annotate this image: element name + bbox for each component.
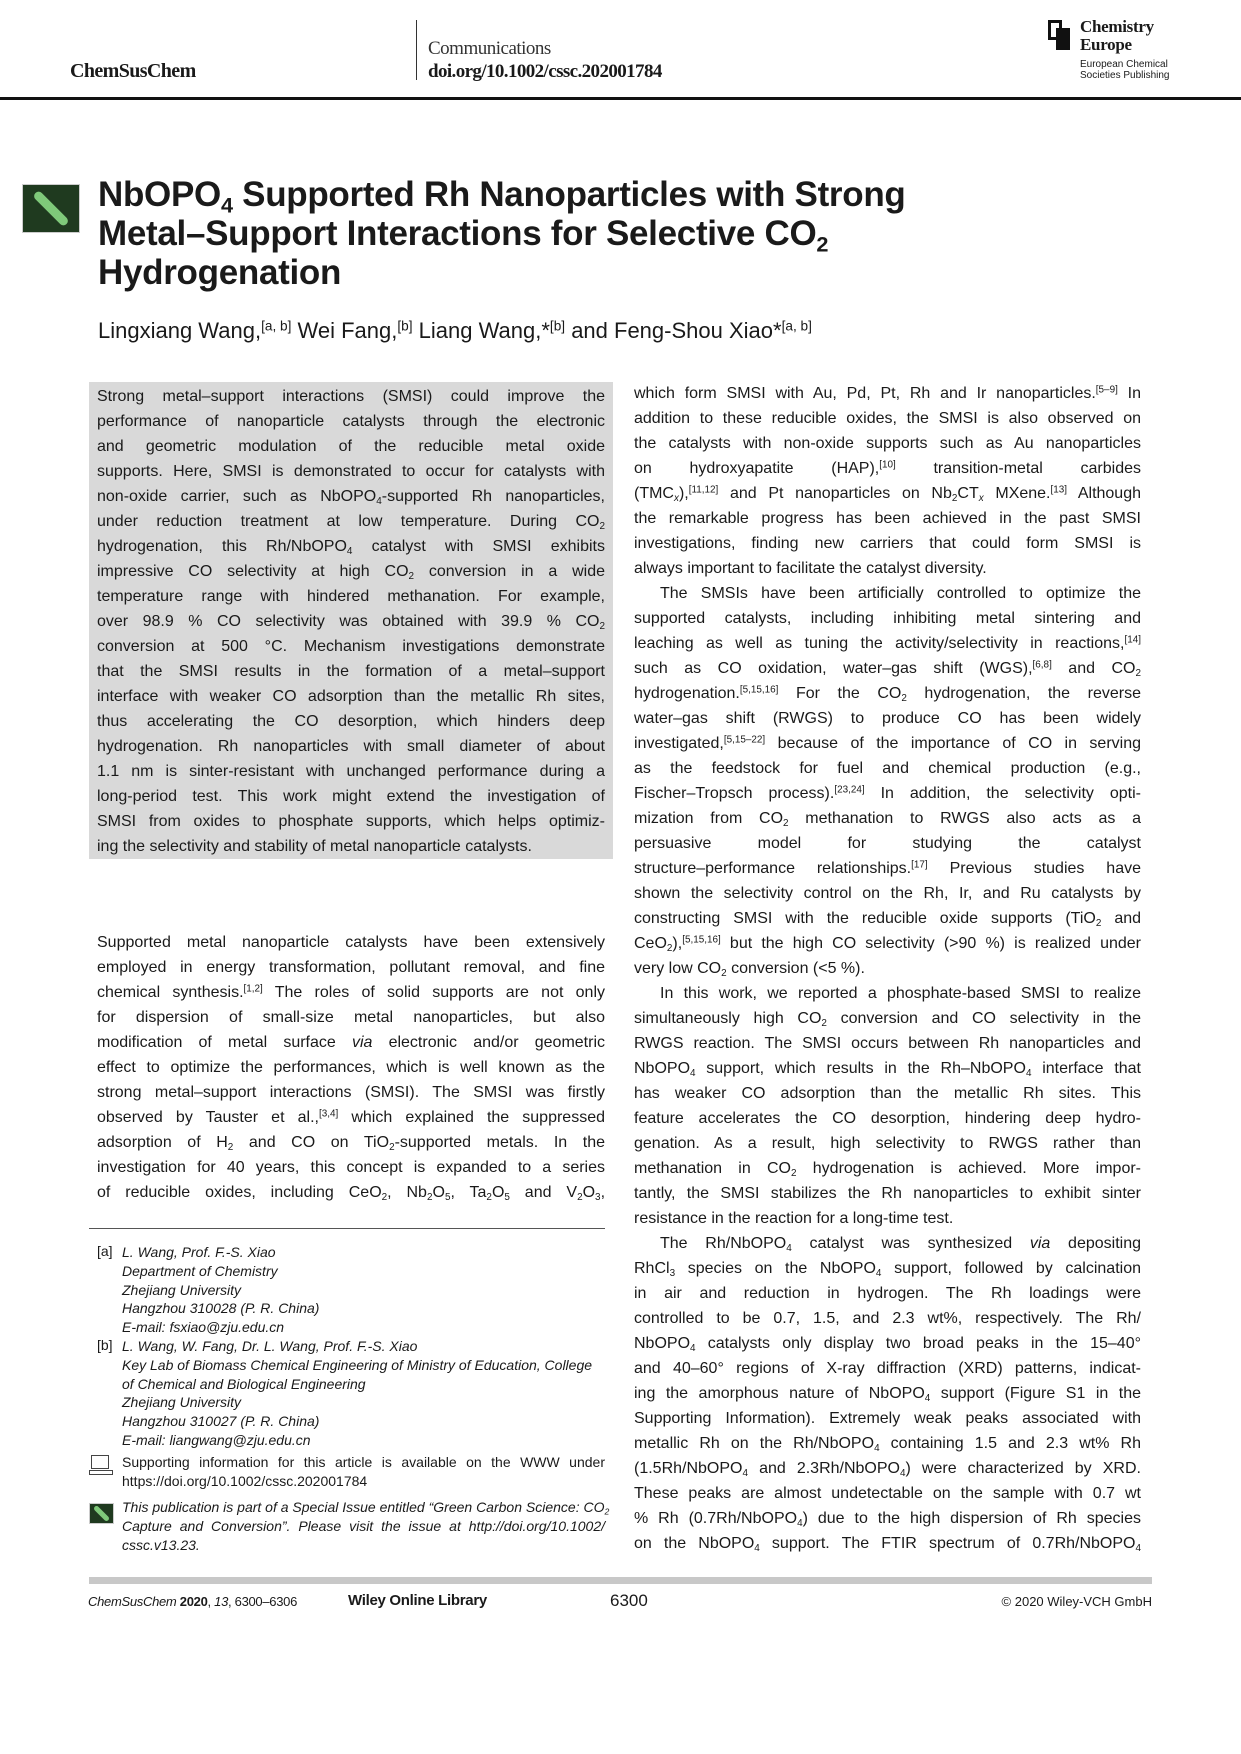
text-line: genation. As a result, high selectivity to RWGS rather than: [634, 1135, 1141, 1152]
text-line: Capture and Conversion”. Please visit the issue at http://doi.org/10.1002/: [122, 1517, 605, 1534]
formatted-text: 2: [821, 1017, 827, 1029]
text-line: persuasive model for studying the catalyst: [634, 835, 1141, 852]
header-divider: [416, 20, 417, 80]
formatted-text: 4: [874, 1442, 880, 1454]
text-line: investigated,[5,15–22] because of the importance of CO in serving: [634, 734, 1141, 752]
text-line: adsorption of $H_2$ and CO on TiO$_2$-supported metals. In the: [97, 1134, 605, 1153]
text-line: chemical synthesis.[1,2] The roles of solid supports are not only: [97, 983, 606, 1001]
text-line: cssc.v13.23.: [122, 1536, 200, 1553]
formatted-text: 5: [444, 1191, 451, 1203]
text-line: tantly, the SMSI stabilizes the Rh nanoparticles to exhibit sinter: [634, 1185, 1141, 1202]
text-line: performance of nanoparticle catalysts through the electronic: [97, 413, 605, 430]
formatted-text: 2: [1135, 667, 1141, 679]
formatted-text: 4: [754, 1542, 760, 1554]
citation-ref[interactable]: [a, b]: [781, 318, 812, 334]
text-line: These peaks are almost undetectable on the sample with 0.7 wt: [634, 1485, 1141, 1502]
citation-ref[interactable]: [b]: [397, 318, 413, 334]
formatted-text: 4: [1135, 1542, 1141, 1554]
header-rule: [0, 97, 1241, 100]
text-line: strong metal–support interactions (SMSI). The SMSI was firstly: [97, 1084, 605, 1101]
text-line: shown the selectivity control on the Rh, Ir, and Ru catalysts by: [634, 885, 1141, 902]
computer-icon: [89, 1455, 111, 1475]
text-line: Supported metal nanoparticle catalysts have been extensively: [97, 934, 605, 951]
text-line: ing the selectivity and stability of metal nanoparticle catalysts.: [97, 838, 532, 855]
article-title: [98, 175, 1098, 292]
formatted-text: 13: [214, 1594, 229, 1609]
footer-citation: ChemSusChem 2020, 13, 6300–6306: [88, 1594, 298, 1609]
formatted-text: 3: [595, 1191, 601, 1203]
text-line: https://doi.org/10.1002/cssc.202001784: [122, 1472, 368, 1489]
formatted-text: ChemSusChem: [88, 1594, 177, 1609]
special-issue-note[interactable]: [122, 1498, 610, 1554]
formatted-text: 2: [408, 570, 415, 582]
formatted-text: 4: [924, 1392, 931, 1404]
text-line: non-oxide carrier, such as NbOPO$_4$-supported Rh nanoparticles,: [97, 488, 606, 507]
special-issue-image-icon: [22, 184, 80, 233]
formatted-text: 2: [816, 231, 829, 257]
citation-ref[interactable]: [5,15,16]: [739, 684, 779, 696]
doi-link[interactable]: doi.org/10.1002/cssc.202001784: [428, 61, 662, 82]
text-line: The Rh/NbOPO$_4$ catalyst was synthesized via depositing: [660, 1235, 1141, 1254]
citation-ref[interactable]: [17]: [911, 859, 928, 871]
text-line: and geometric modulation of the reducible metal oxide: [97, 438, 605, 455]
formatted-text: 2: [381, 1191, 388, 1203]
text-line: hydrogenation, this Rh/NbOPO$_4$ catalyst with SMSI exhibits: [97, 538, 605, 557]
text-line: L. Wang, W. Fang, Dr. L. Wang, Prof. F.-S. Xiao: [122, 1338, 418, 1354]
text-line: leaching as well as tuning the activity/selectivity in reactions,[14]: [634, 634, 1141, 652]
citation-ref[interactable]: [11,12]: [688, 484, 719, 496]
title-line: Metal–Support Interactions for Selective $CO_2$: [98, 214, 829, 257]
formatted-text: 4: [1025, 1067, 1032, 1079]
text-line: metallic Rh on the Rh/NbOPO$_4$ containing 1.5 and 2.3 wt% Rh: [634, 1435, 1142, 1454]
text-line: L. Wang, Prof. F.-S. Xiao: [122, 1244, 276, 1260]
text-line: CeO$_2$),[5,15,16] but the high CO selectivity (>90 %) is realized under: [634, 934, 1141, 954]
text-line: such as CO oxidation, water–gas shift (WGS),[6,8] and $CO_2$: [634, 659, 1141, 679]
text-line: simultaneously high $CO_2$ conversion and CO selectivity in the: [634, 1010, 1141, 1029]
text-line: over 98.9 % CO selectivity was obtained with 39.9 % $CO_2$: [97, 613, 605, 632]
text-line: always important to facilitate the catalyst diversity.: [634, 560, 987, 577]
citation-ref[interactable]: [5,15,16]: [682, 934, 721, 946]
text-line: on hydroxyapatite (HAP),[10] transition-metal carbides: [634, 459, 1141, 477]
citation-ref[interactable]: [1,2]: [243, 983, 263, 995]
journal-name: ChemSusChem: [70, 60, 196, 82]
formatted-text: 4: [797, 1517, 803, 1529]
text-line: RhCl$_3$ species on the NbOPO$_4$ support, followed by calcination: [634, 1260, 1141, 1279]
abstract: [97, 384, 605, 859]
citation-ref[interactable]: [a, b]: [261, 318, 292, 334]
text-line: $(TMC_x),[11,12]$ and Pt nanoparticles on $Nb_2CT_x$ MXene.[13] Although: [634, 484, 1142, 504]
text-line: The SMSIs have been artificially controlled to optimize the: [660, 585, 1141, 602]
formatted-text: 2: [599, 620, 605, 632]
text-line: This publication is part of a Special Issue entitled “Green Carbon Science: $CO_2$: [122, 1499, 610, 1517]
text-line: under reduction treatment at low temperature. During $CO_2$: [97, 513, 605, 532]
formatted-text: 2: [783, 817, 789, 829]
text-line: % Rh (0.7Rh/NbOPO$_4$) due to the high dispersion of Rh species: [634, 1510, 1141, 1529]
text-line: observed by Tauster et al.,[3,4] which explained the suppressed: [97, 1108, 605, 1126]
text-line: Supporting information for this article is available on the WWW under: [122, 1454, 605, 1470]
formatted-text: 4: [346, 545, 353, 557]
formatted-text: 4: [220, 192, 233, 218]
text-line: in air and reduction in hydrogen. The Rh loadings were: [634, 1285, 1141, 1302]
supporting-information-note[interactable]: [122, 1453, 605, 1491]
citation-ref[interactable]: [13]: [1050, 484, 1068, 496]
citation-ref[interactable]: [10]: [879, 459, 896, 471]
text-line: feature accelerates the CO desorption, hindering deep hydro-: [634, 1110, 1141, 1127]
formatted-text: 2: [901, 692, 907, 704]
text-line: interface with weaker CO adsorption than the metallic Rh sites,: [97, 688, 605, 705]
formatted-text: 2: [721, 967, 727, 979]
text-line: Hangzhou 310028 (P. R. China): [122, 1300, 320, 1317]
wiley-online-library-link[interactable]: Wiley Online Library: [348, 1592, 487, 1609]
text-line: has weaker CO adsorption than the metallic Rh sites. This: [634, 1085, 1141, 1102]
text-line: SMSI from oxides to phosphate supports, which helps optimiz-: [97, 813, 605, 830]
text-line: on the NbOPO$_4$ support. The FTIR spectrum of 0.7Rh/NbOPO$_4$: [634, 1535, 1141, 1554]
text-line: resistance in the reaction for a long-time test.: [634, 1210, 954, 1227]
formatted-text: 2: [486, 1191, 492, 1203]
text-line: water–gas shift (RWGS) to produce CO has been widely: [634, 710, 1141, 727]
text-line: that the SMSI results in the formation of a metal–support: [97, 663, 605, 680]
text-line: supported catalysts, including inhibiting metal sintering and: [634, 610, 1141, 627]
formatted-text: 2020: [179, 1594, 208, 1609]
formatted-text: 4: [742, 1467, 748, 1479]
text-line: employed in energy transformation, pollutant removal, and fine: [97, 959, 605, 976]
special-issue-image-icon: [89, 1503, 114, 1524]
text-line: investigations, finding new carriers that could form SMSI is: [634, 535, 1141, 552]
text-line: of reducible oxides, including CeO$_2$, $Nb_2O_5$, $Ta_2O_5$ and $V_2O_3$,: [97, 1184, 606, 1203]
text-line: (1.5Rh/NbOPO$_4$ and 2.3Rh/NbOPO$_4$) were characterized by XRD.: [634, 1460, 1141, 1479]
formatted-text: 3: [669, 1267, 676, 1279]
formatted-text: 2: [426, 1191, 433, 1203]
text-line: supports. Here, SMSI is demonstrated to occur for catalysts with: [97, 463, 605, 480]
formatted-text: 4: [376, 495, 382, 507]
citation-ref[interactable]: [5–9]: [1095, 384, 1118, 396]
text-line: E-mail: fsxiao@zju.edu.cn: [122, 1319, 285, 1336]
page-number: 6300: [610, 1591, 648, 1610]
formatted-text: 2: [666, 942, 673, 954]
text-line: impressive CO selectivity at high $CO_2$ conversion in a wide: [97, 563, 605, 582]
body-text-right: [634, 381, 1141, 1556]
formatted-text: 2: [951, 492, 958, 504]
formatted-text: via: [1029, 1235, 1051, 1252]
text-line: effect to optimize the performances, which is well known as the: [97, 1059, 605, 1076]
formatted-text: 2: [227, 1141, 234, 1153]
text-line: addition to these reducible oxides, the SMSI is also observed on: [634, 410, 1141, 427]
affiliation-tag: [a]: [97, 1243, 113, 1259]
text-line: of Chemical and Biological Engineering: [122, 1375, 366, 1392]
text-line: the catalysts with non-oxide supports such as Au nanoparticles: [634, 435, 1141, 452]
text-line: the remarkable progress has been achieved in the past SMSI: [634, 510, 1141, 527]
formatted-text: 4: [690, 1342, 696, 1354]
formatted-text: 2: [1095, 917, 1102, 929]
text-line: and 40–60° regions of X-ray diffraction (XRD) patterns, indicat-: [634, 1360, 1141, 1377]
title-line: Hydrogenation: [98, 253, 342, 292]
affiliation-tag: [b]: [97, 1337, 113, 1353]
text-line: Zhejiang University: [122, 1281, 242, 1298]
text-line: very low $CO_2$ conversion (<5 %).: [634, 960, 865, 979]
text-line: modification of metal surface via electronic and/or geometric: [97, 1034, 606, 1051]
text-line: E-mail: liangwang@zju.edu.cn: [122, 1431, 311, 1448]
logo-text: Europe: [1080, 35, 1132, 54]
text-line: investigation for 40 years, this concept is expanded to a series: [97, 1159, 605, 1176]
text-line: 1.1 nm is sinter-resistant with unchanged performance during a: [97, 763, 605, 780]
text-line: Key Lab of Biomass Chemical Engineering of Ministry of Education, College: [122, 1356, 593, 1373]
text-line: thus accelerating the CO desorption, which hinders deep: [97, 713, 605, 730]
formatted-text: 2: [389, 1141, 395, 1153]
formatted-text: x: [673, 492, 679, 504]
text-line: hydrogenation.[5,15,16] For the $CO_2$ hydrogenation, the reverse: [634, 684, 1141, 704]
text-line: NbOPO$_4$ support, which results in the Rh–NbOPO$_4$ interface that: [634, 1060, 1142, 1079]
logo-subtext: European Chemical: [1080, 59, 1168, 70]
footnote-rule: [89, 1228, 605, 1229]
article-type: Communications: [428, 38, 551, 59]
text-line: temperature range with hindered methanation. For example,: [97, 588, 605, 605]
copyright: © 2020 Wiley-VCH GmbH: [1001, 1594, 1152, 1609]
text-line: Supporting Information). Extremely weak peaks associated with: [634, 1410, 1141, 1427]
chemistry-europe-logo-icon: [1048, 20, 1072, 50]
text-line: constructing SMSI with the reducible oxide supports (TiO$_2$ and: [634, 910, 1142, 929]
text-line: as the feedstock for fuel and chemical production (e.g.,: [634, 760, 1141, 777]
text-line: which form SMSI with Au, Pd, Pt, Rh and Ir nanoparticles.[5–9] In: [634, 384, 1141, 402]
formatted-text: 2: [791, 1167, 797, 1179]
formatted-text: 4: [690, 1067, 696, 1079]
text-line: controlled to be 0.7, 1.5, and 2.3 wt%, respectively. The Rh/: [634, 1310, 1141, 1327]
formatted-text: 2: [577, 1191, 583, 1203]
formatted-text: x: [978, 492, 984, 504]
citation-ref[interactable]: [23,24]: [834, 784, 865, 796]
affiliation-a: [122, 1243, 605, 1337]
text-line: for dispersion of small-size metal nanoparticles, but also: [97, 1009, 605, 1026]
formatted-text: 2: [599, 520, 605, 532]
text-line: ing the amorphous nature of NbOPO$_4$ support (Figure S1 in the: [634, 1385, 1141, 1404]
formatted-text: 2: [604, 1506, 610, 1517]
footer-rule: [89, 1577, 1152, 1584]
author-list: Lingxiang Wang,[a, b] Wei Fang,[b] Liang Wang,*[b] and Feng-Shou Xiao*[a, b]: [98, 318, 812, 343]
text-line: NbOPO$_4$ catalysts only display two broad peaks in the 15–40°: [634, 1335, 1141, 1354]
logo-text: Chemistry: [1080, 17, 1154, 36]
text-line: Fischer–Tropsch process).[23,24] In addition, the selectivity opti-: [634, 784, 1142, 802]
citation-ref[interactable]: [14]: [1124, 634, 1141, 646]
formatted-text: 4: [786, 1242, 792, 1254]
text-line: methanation in $CO_2$ hydrogenation is achieved. More impor-: [634, 1160, 1142, 1179]
logo-subtext: Societies Publishing: [1080, 70, 1170, 81]
citation-ref[interactable]: [b]: [549, 318, 566, 334]
body-text-left: [97, 930, 605, 1205]
citation-ref[interactable]: [3,4]: [318, 1108, 339, 1120]
formatted-text: 4: [900, 1467, 906, 1479]
formatted-text: 5: [504, 1191, 510, 1203]
formatted-text: 4: [875, 1267, 882, 1279]
affiliation-b: [122, 1337, 605, 1450]
text-line: Department of Chemistry: [122, 1262, 278, 1279]
text-line: long-period test. This work might extend the investigation of: [97, 788, 605, 805]
title-line: NbOPO$_4$ Supported Rh Nanoparticles with Strong: [98, 175, 906, 218]
text-line: RWGS reaction. The SMSI occurs between Rh nanoparticles and: [634, 1035, 1141, 1052]
formatted-text: via: [351, 1034, 373, 1051]
text-line: In this work, we reported a phosphate-based SMSI to realize: [660, 985, 1141, 1002]
text-line: conversion at 500 °C. Mechanism investigations demonstrate: [97, 638, 605, 655]
text-line: Hangzhou 310027 (P. R. China): [122, 1413, 320, 1430]
text-line: Strong metal–support interactions (SMSI) could improve the: [97, 388, 605, 405]
text-line: mization from $CO_2$ methanation to RWGS also acts as a: [634, 810, 1142, 829]
text-line: structure–performance relationships.[17] Previous studies have: [634, 859, 1141, 877]
citation-ref[interactable]: [5,15–22]: [723, 734, 766, 746]
citation-ref[interactable]: [6,8]: [1032, 659, 1052, 671]
text-line: hydrogenation. Rh nanoparticles with small diameter of about: [97, 738, 605, 755]
text-line: Zhejiang University: [122, 1394, 242, 1411]
